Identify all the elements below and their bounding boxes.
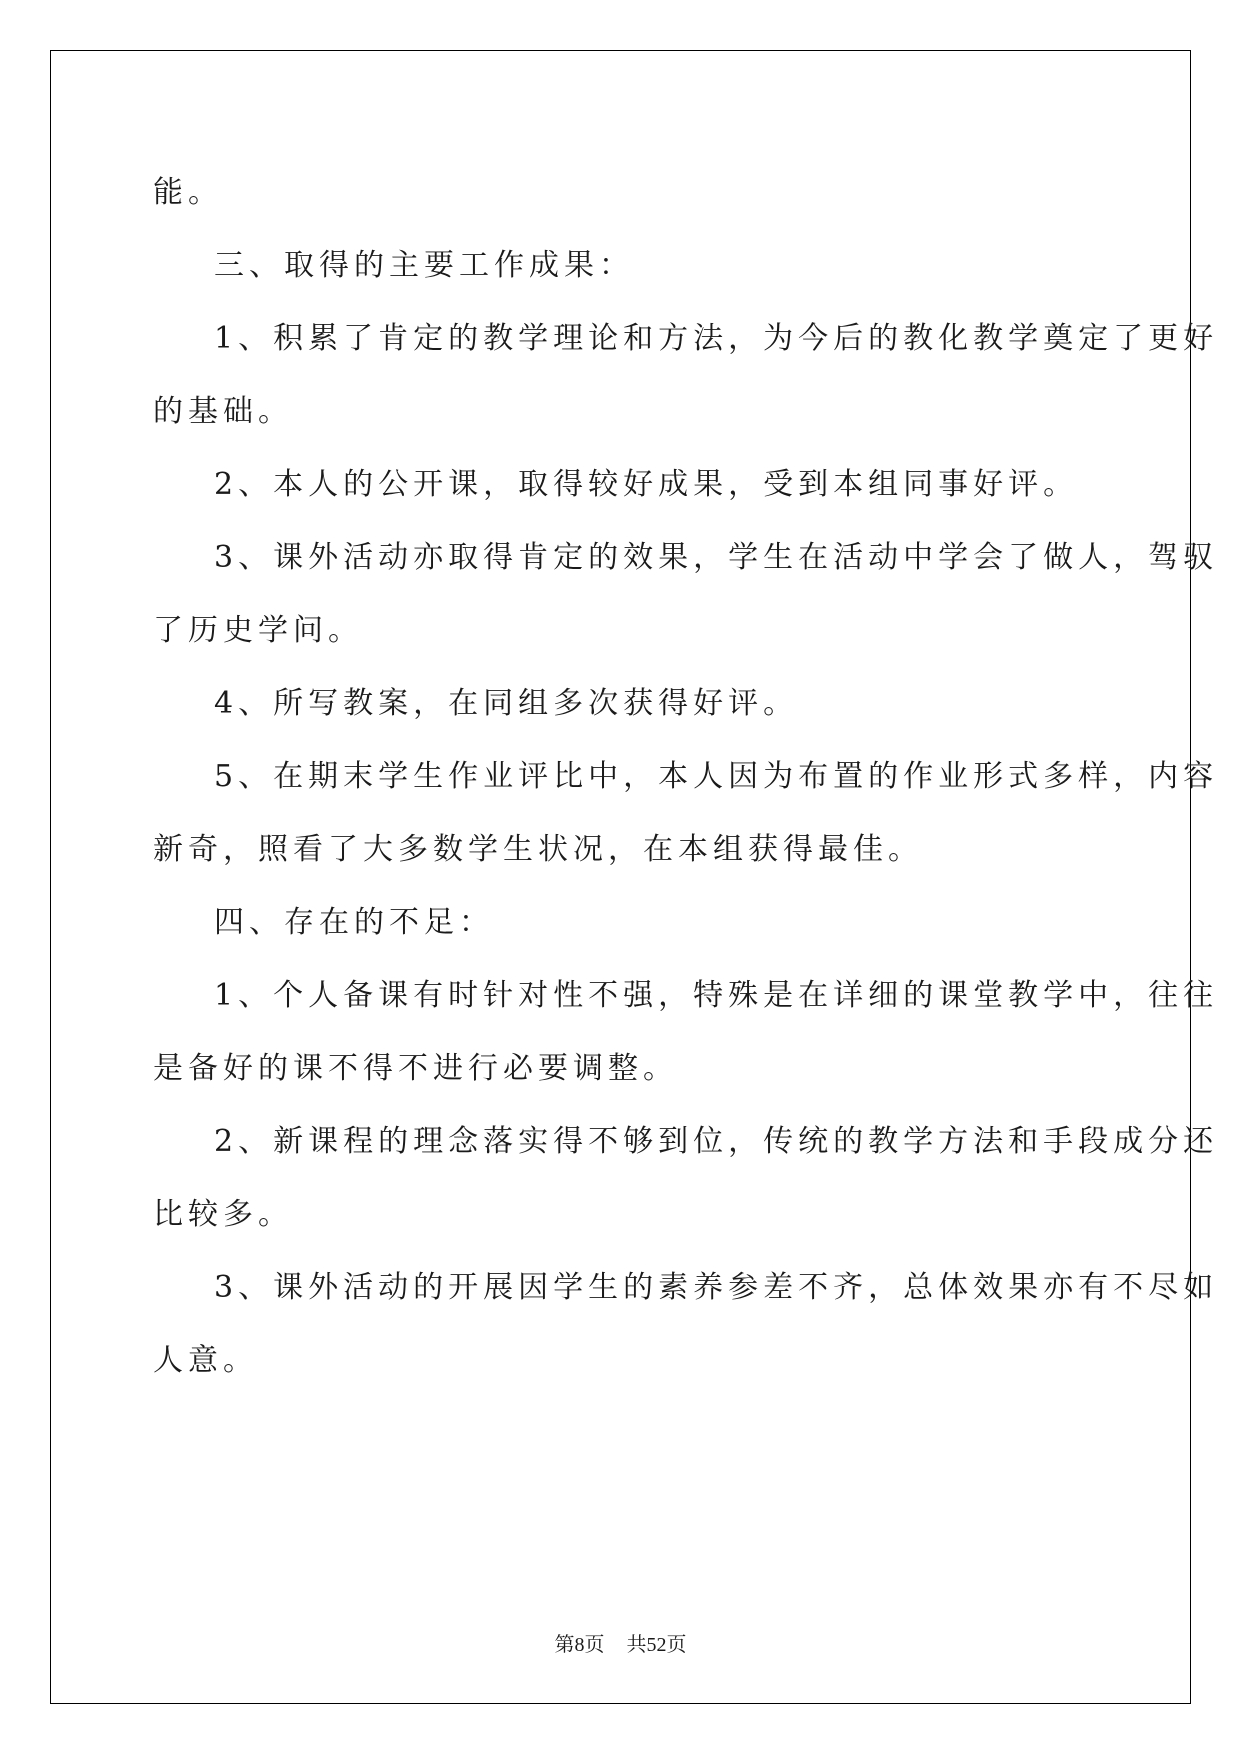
text-line: 2、本人的公开课，取得较好成果，受到本组同事好评。 — [214, 467, 1079, 502]
text-line: 是备好的课不得不进行必要调整。 — [153, 1051, 678, 1086]
section-heading-shortcomings: 四、存在的不足： — [214, 905, 494, 940]
page-total: 共52页 — [626, 1634, 687, 1656]
text-line: 5、在期末学生作业评比中，本人因为布置的作业形式多样，内容 — [214, 759, 1219, 794]
document-body — [153, 162, 1219, 1391]
text-line: 1、积累了肯定的教学理论和方法，为今后的教化教学奠定了更好 — [214, 321, 1219, 356]
text-line: 3、课外活动的开展因学生的素养参差不齐，总体效果亦有不尽如 — [214, 1270, 1219, 1305]
text-line: 2、新课程的理念落实得不够到位，传统的教学方法和手段成分还 — [214, 1124, 1219, 1159]
text-line: 比较多。 — [153, 1197, 293, 1232]
text-line: 新奇，照看了大多数学生状况，在本组获得最佳。 — [153, 832, 923, 867]
text-line: 的基础。 — [153, 394, 293, 429]
text-line: 人意。 — [153, 1343, 258, 1378]
text-line: 4、所写教案，在同组多次获得好评。 — [214, 686, 799, 721]
text-line: 3、课外活动亦取得肯定的效果，学生在活动中学会了做人，驾驭 — [214, 540, 1219, 575]
section-heading-achievements: 三、取得的主要工作成果： — [214, 248, 634, 283]
text-line: 了历史学问。 — [153, 613, 363, 648]
text-line: 能。 — [153, 175, 223, 210]
page-number: 第8页 — [554, 1634, 605, 1656]
text-line: 1、个人备课有时针对性不强，特殊是在详细的课堂教学中，往往 — [214, 978, 1219, 1013]
page-footer — [0, 1628, 1241, 1657]
